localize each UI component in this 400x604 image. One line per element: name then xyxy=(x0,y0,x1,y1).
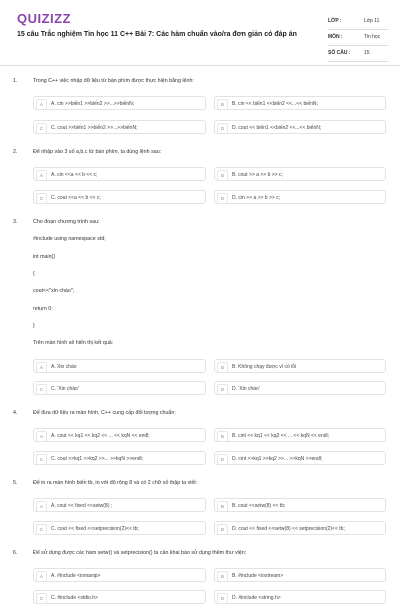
option-text: C. cout >>kq1 >>kq2 >>... >>kqN >>endl; xyxy=(51,456,144,462)
page-header xyxy=(0,0,400,66)
question-text: Để sử dụng được các hàm setw() và setprecision() ta cần khai báo sử dụng thêm thư viện: xyxy=(33,550,247,556)
meta-value: Lớp 11 xyxy=(364,18,380,24)
option-c[interactable] xyxy=(33,120,206,134)
option-text: D. cout << fixed <<setw(8) << setprecision(2)<< tb; xyxy=(232,526,345,532)
option-text: B. cout >> a >> b >> c; xyxy=(232,172,283,178)
option-text: C. cout << fixed <<setprecision(2)<< tb; xyxy=(51,526,139,532)
option-text: D. cin >> a >> b >> c; xyxy=(232,195,281,201)
option-text: A. cin <<a << b << c; xyxy=(51,172,98,178)
option-letter: A xyxy=(36,99,47,110)
question-number: 1. xyxy=(13,78,18,84)
option-text: C. cout >>biến1 >>biến2 >>...>>biếnN; xyxy=(51,125,138,131)
option-letter: C xyxy=(36,593,47,604)
meta-value: 15 xyxy=(364,50,370,56)
option-text: C. #include <stdio.h> xyxy=(51,595,98,601)
option-text: C. 'Xin chào' xyxy=(51,386,79,392)
meta-row-count xyxy=(328,46,388,62)
code-line: cout<<"xin chào"; xyxy=(33,288,75,294)
option-letter: D xyxy=(217,593,228,604)
option-letter: A xyxy=(36,170,47,181)
option-letter: C xyxy=(36,193,47,204)
question-text: Để in ra màn hình biến tb, in với độ rộng 8 và có 2 chữ số thập ta viết: xyxy=(33,480,198,486)
option-text: D. 'Xin chào' xyxy=(232,386,260,392)
question-text: Để nhập vào 3 số a,b,c từ bàn phím, ta dùng lệnh sau: xyxy=(33,149,162,155)
meta-value: Tin học xyxy=(364,34,381,40)
option-d[interactable] xyxy=(214,590,386,604)
header-divider xyxy=(0,65,400,66)
question-number: 3. xyxy=(13,219,18,225)
meta-label: LỚP : xyxy=(328,18,342,24)
question-text: Để đưa dữ liệu ra màn hình, C++ cung cấp đối tượng chuẩn: xyxy=(33,410,176,416)
option-d[interactable] xyxy=(214,120,386,134)
option-b[interactable] xyxy=(214,498,386,512)
option-b[interactable] xyxy=(214,167,386,181)
option-letter: A xyxy=(36,571,47,582)
code-line: return 0; xyxy=(33,306,53,312)
option-a[interactable] xyxy=(33,498,206,512)
option-letter: A xyxy=(36,501,47,512)
option-letter: B xyxy=(217,362,228,373)
code-line: int main() xyxy=(33,254,56,260)
question-text: Trong C++ việc nhập dữ liệu từ bàn phím được thực hiện bằng lệnh: xyxy=(33,78,194,84)
option-a[interactable] xyxy=(33,167,206,181)
question-text-2: Trên màn hình sẽ hiển thị kết quả: xyxy=(33,340,114,346)
option-letter: C xyxy=(36,123,47,134)
option-letter: D xyxy=(217,123,228,134)
option-b[interactable] xyxy=(214,428,386,442)
option-c[interactable] xyxy=(33,190,206,204)
option-letter: C xyxy=(36,524,47,535)
option-a[interactable] xyxy=(33,428,206,442)
option-letter: B xyxy=(217,431,228,442)
option-b[interactable] xyxy=(214,568,386,582)
code-line: } xyxy=(33,323,35,329)
question-number: 6. xyxy=(13,550,18,556)
option-text: A. #include <iomanip> xyxy=(51,573,101,579)
option-text: B. cout <<setw(8) << tb; xyxy=(232,503,286,509)
option-letter: A xyxy=(36,431,47,442)
option-letter: A xyxy=(36,362,47,373)
option-text: D. #include <string.h> xyxy=(232,595,281,601)
option-text: D. cout << biến1 <<biến2 <<...<< biếnN; xyxy=(232,125,322,131)
option-d[interactable] xyxy=(214,521,386,535)
code-line: { xyxy=(33,271,35,277)
question-number: 4. xyxy=(13,410,18,416)
quizizz-logo: QUIZIZZ xyxy=(17,11,72,26)
option-letter: B xyxy=(217,571,228,582)
option-text: C. cout <<a << b << c; xyxy=(51,195,101,201)
option-letter: C xyxy=(36,384,47,395)
option-letter: B xyxy=(217,501,228,512)
code-line: #include using namespace std; xyxy=(33,236,106,242)
option-text: D. cint >>kq1 >>kq2 >>... >>kqN >>endl; xyxy=(232,456,323,462)
option-d[interactable] xyxy=(214,451,386,465)
question-number: 5. xyxy=(13,480,18,486)
option-text: B. cint << kq1 << kq2 << ... << kqN << endl; xyxy=(232,433,330,439)
option-letter: D xyxy=(217,384,228,395)
option-letter: B xyxy=(217,170,228,181)
option-a[interactable] xyxy=(33,359,206,373)
option-text: B. Không chạy được vì có lỗi xyxy=(232,364,297,370)
option-letter: D xyxy=(217,193,228,204)
option-c[interactable] xyxy=(33,381,206,395)
option-c[interactable] xyxy=(33,590,206,604)
option-c[interactable] xyxy=(33,521,206,535)
option-d[interactable] xyxy=(214,190,386,204)
option-letter: D xyxy=(217,454,228,465)
meta-label: SỐ CÂU : xyxy=(328,50,351,56)
option-letter: C xyxy=(36,454,47,465)
meta-label: MÔN : xyxy=(328,34,343,40)
quiz-meta xyxy=(328,14,388,62)
page-title: 15 câu Trắc nghiệm Tin học 11 C++ Bài 7: Các hàm chuẩn vào/ra đơn giản có đáp án xyxy=(17,31,297,38)
question-number: 2. xyxy=(13,149,18,155)
option-text: A. cout << fixed <<setw(8) ; xyxy=(51,503,113,509)
option-a[interactable] xyxy=(33,96,206,110)
option-letter: D xyxy=(217,524,228,535)
option-text: A. Xin chào xyxy=(51,364,77,370)
option-c[interactable] xyxy=(33,451,206,465)
option-text: B. cin << biến1 <<biến2 <<...<< biếnN; xyxy=(232,101,318,107)
option-b[interactable] xyxy=(214,96,386,110)
option-text: A. cin >>biến1 >>biến2 >>...>>biếnN; xyxy=(51,101,135,107)
option-a[interactable] xyxy=(33,568,206,582)
option-text: B. #include <iostream> xyxy=(232,573,284,579)
option-d[interactable] xyxy=(214,381,386,395)
option-b[interactable] xyxy=(214,359,386,373)
option-text: A. cout << kq1 << kq2 << ... << kqN << endl; xyxy=(51,433,150,439)
meta-row-class xyxy=(328,14,388,30)
question-text: Cho đoạn chương trình sau: xyxy=(33,219,100,225)
option-letter: B xyxy=(217,99,228,110)
meta-row-subject xyxy=(328,30,388,46)
